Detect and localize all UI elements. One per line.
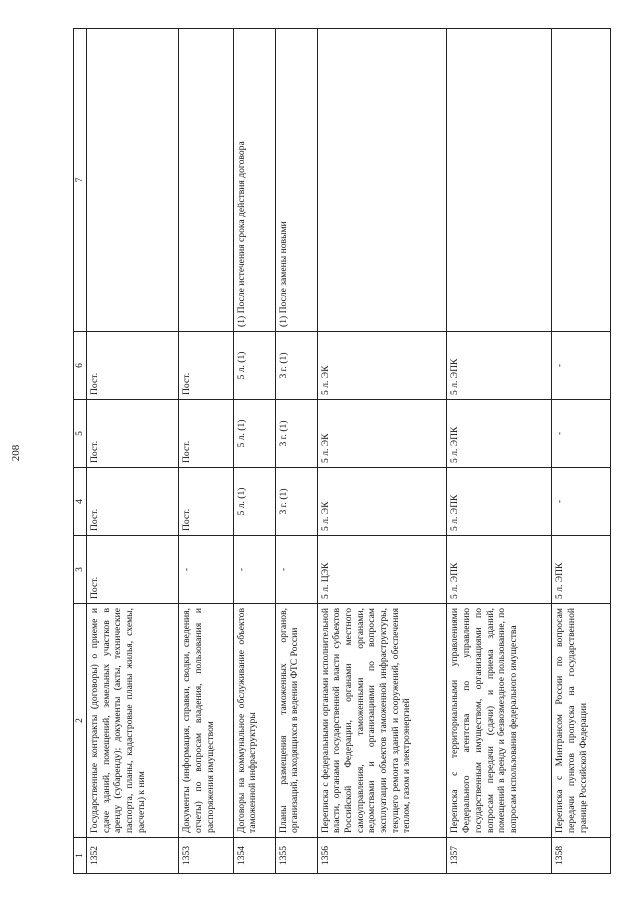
retention-cell: 5 л. ЭК: [317, 332, 447, 400]
row-number: 1356: [317, 838, 447, 874]
row-title: Планы размещения таможенных органов, организаций, находящихся в ведении ФТС России: [275, 604, 317, 838]
table-row: [275, 29, 317, 874]
column-header: 2: [74, 604, 87, 838]
retention-cell: 5 л. ЭПК: [552, 536, 611, 604]
retention-cell: -: [179, 536, 233, 604]
table-row: [317, 29, 447, 874]
retention-cell: -: [552, 400, 611, 468]
retention-cell: -: [233, 536, 275, 604]
row-title: Договоры на коммунальное обслуживание объектов таможенной инфраструктуры: [233, 604, 275, 838]
retention-cell: 5 л. ЭПК: [447, 400, 552, 468]
column-header: 6: [74, 332, 87, 400]
note-cell: [87, 29, 179, 332]
note-cell: (1) После истечения срока действия договора: [233, 29, 275, 332]
row-title: Переписка с территориальными управлениями Федерального агентства по управлению государственным имуществом, организациями по вопросам передачи (сдачи) и приема зданий, помещений в аренду и безвозмездное пользование, по вопросам использования федерального имущества: [447, 604, 552, 838]
retention-cell: 5 л. (1): [233, 400, 275, 468]
column-header: 5: [74, 400, 87, 468]
retention-cell: Пост.: [179, 468, 233, 536]
column-header: 1: [74, 838, 87, 874]
note-cell: [317, 29, 447, 332]
rotated-page: [73, 29, 611, 874]
retention-cell: Пост.: [87, 400, 179, 468]
records-table: [73, 28, 611, 874]
table-row: [552, 29, 611, 874]
retention-cell: Пост.: [179, 400, 233, 468]
retention-cell: -: [275, 536, 317, 604]
table-row: [447, 29, 552, 874]
row-number: 1358: [552, 838, 611, 874]
note-cell: [447, 29, 552, 332]
retention-cell: 5 л. ЭК: [317, 400, 447, 468]
column-header: 4: [74, 468, 87, 536]
header-row: [74, 29, 87, 874]
column-header: 3: [74, 536, 87, 604]
table-row: [87, 29, 179, 874]
retention-cell: 5 л. ЭПК: [447, 332, 552, 400]
row-number: 1353: [179, 838, 233, 874]
table-row: [233, 29, 275, 874]
retention-cell: 5 л. ЭПК: [447, 536, 552, 604]
retention-cell: 3 г. (1): [275, 332, 317, 400]
retention-cell: 5 л. (1): [233, 332, 275, 400]
retention-cell: Пост.: [87, 536, 179, 604]
note-cell: [552, 29, 611, 332]
row-title: Документы (информация, справки, сводки, сведения, отчеты) по вопросам владения, пользования и распоряжения имуществом: [179, 604, 233, 838]
note-cell: (1) После замены новыми: [275, 29, 317, 332]
retention-cell: 5 л. (1): [233, 468, 275, 536]
retention-cell: -: [552, 332, 611, 400]
row-number: 1355: [275, 838, 317, 874]
retention-cell: 5 л. ЦЭК: [317, 536, 447, 604]
row-number: 1352: [87, 838, 179, 874]
row-number: 1354: [233, 838, 275, 874]
retention-cell: Пост.: [179, 332, 233, 400]
column-header: 7: [74, 29, 87, 332]
row-title: Переписка с федеральными органами исполнительной власти, органами государственной власти субъектов Российской Федерации, органами местного самоуправления, таможенными органами, ведомствами и организациями по вопросам эксплуатации объектов таможенной инфраструктуры, текущего ремонта зданий и сооружений, обеспечения теплом, газом и электроэнергией: [317, 604, 447, 838]
page-number: 208: [10, 444, 22, 462]
retention-cell: 3 г. (1): [275, 400, 317, 468]
row-title: Переписка с Минтрансом России по вопросам передачи пунктов пропуска на государственной границе Российской Федерации: [552, 604, 611, 838]
retention-cell: 5 л. ЭПК: [447, 468, 552, 536]
retention-cell: 3 г. (1): [275, 468, 317, 536]
retention-cell: 5 л. ЭК: [317, 468, 447, 536]
retention-cell: -: [552, 468, 611, 536]
row-number: 1357: [447, 838, 552, 874]
row-title: Государственные контракты (договоры) о приеме и сдаче зданий, помещений, земельных участков в аренду (субаренду); документы (акты, технические паспорта, планы, кадастровые планы жилья, схемы, расчеты) к ним: [87, 604, 179, 838]
note-cell: [179, 29, 233, 332]
table-row: [179, 29, 233, 874]
retention-cell: Пост.: [87, 468, 179, 536]
retention-cell: Пост.: [87, 332, 179, 400]
